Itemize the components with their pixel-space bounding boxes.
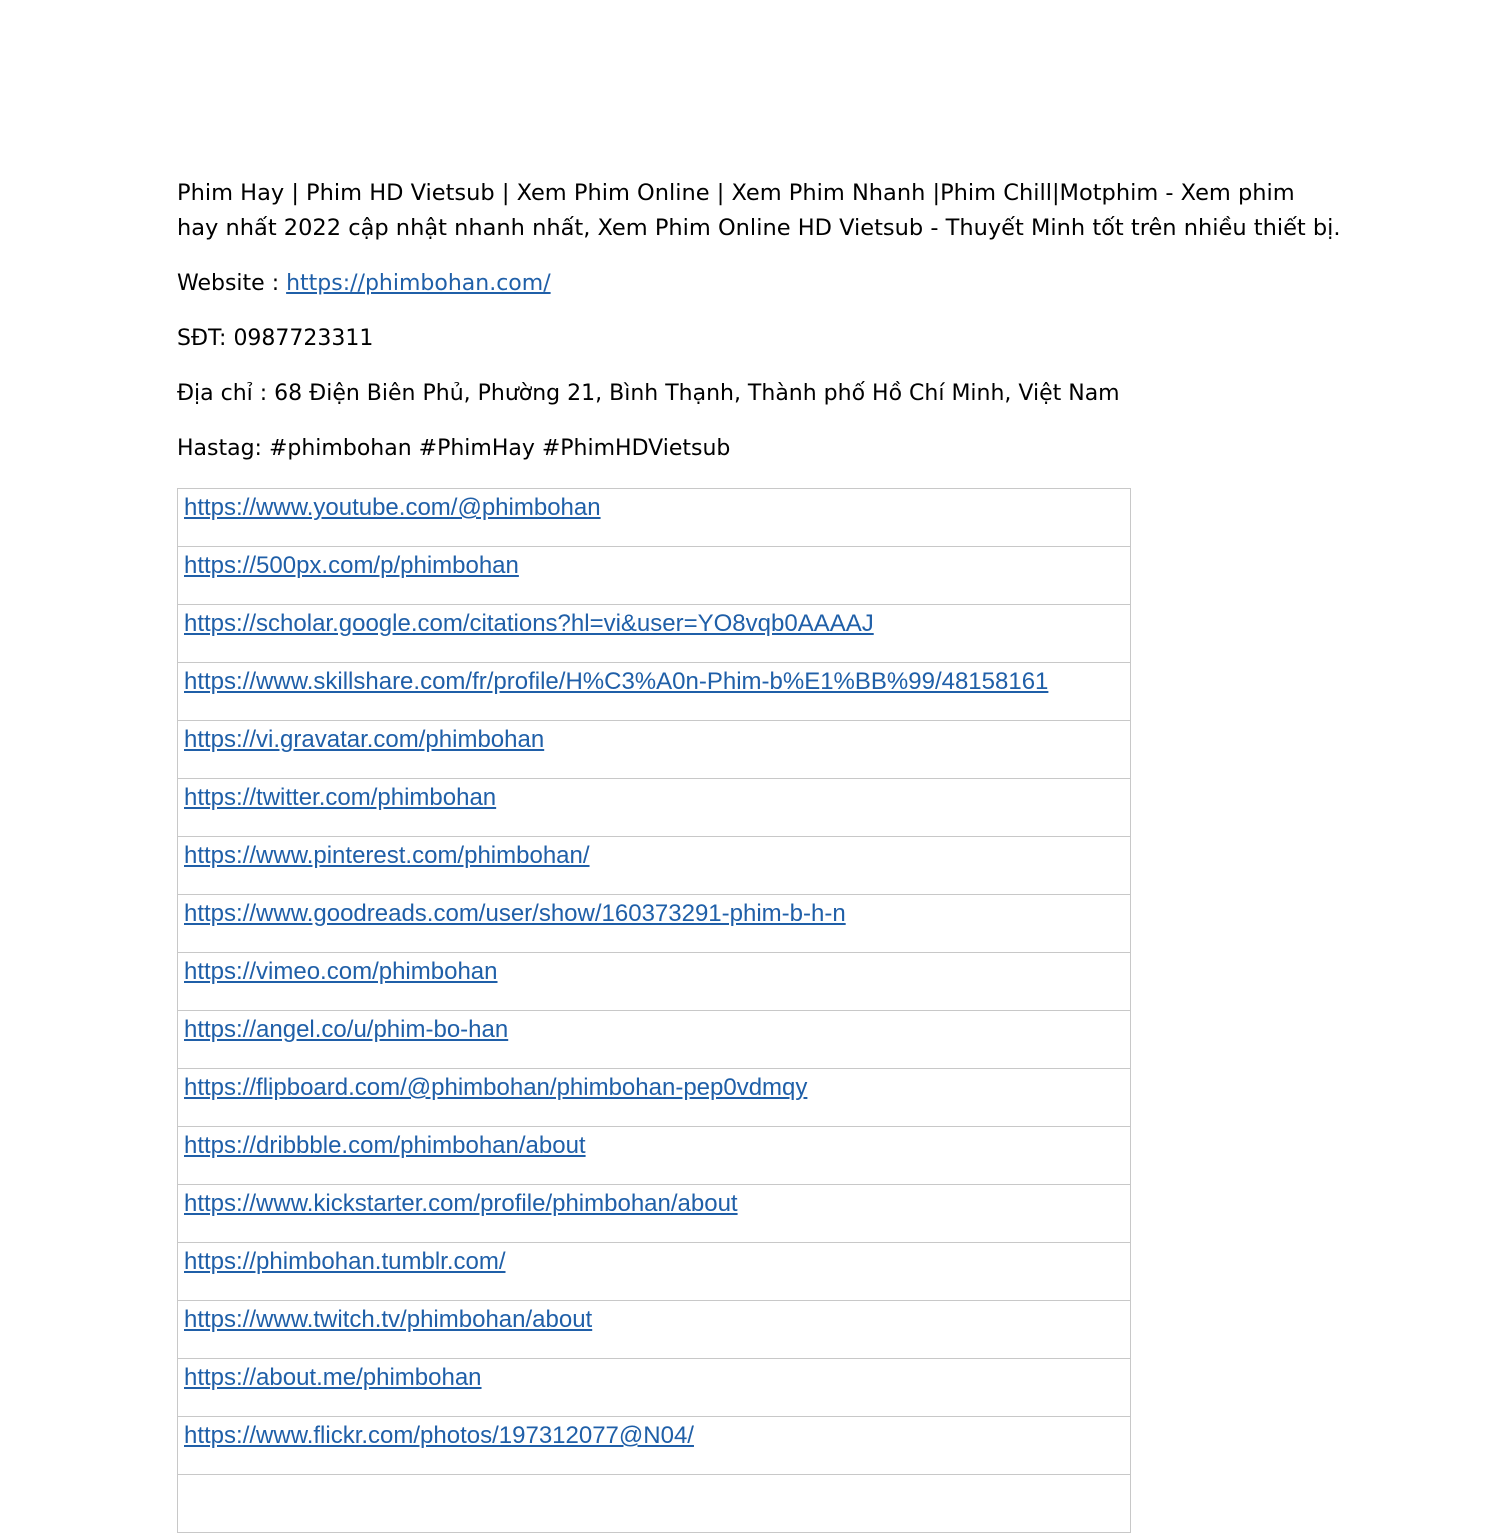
table-cell [178,1069,1131,1127]
table-row [178,779,1131,837]
table-link[interactable]: https://www.pinterest.com/phimbohan/ [184,842,590,869]
links-table [177,488,1131,1533]
table-cell [178,1359,1131,1417]
table-row [178,1127,1131,1185]
table-link[interactable]: https://flipboard.com/@phimbohan/phimbohan-pep0vdmqy [184,1074,808,1101]
table-link[interactable]: https://scholar.google.com/citations?hl=vi&user=YO8vqb0AAAAJ [184,610,874,637]
table-link[interactable]: https://500px.com/p/phimbohan [184,552,519,579]
table-link[interactable]: https://www.flickr.com/photos/197312077@N04/ [184,1422,694,1449]
table-row [178,547,1131,605]
table-cell [178,1243,1131,1301]
table-cell [178,1185,1131,1243]
table-row [178,895,1131,953]
table-cell [178,837,1131,895]
website-paragraph [177,266,551,301]
table-link[interactable]: https://twitter.com/phimbohan [184,784,497,811]
table-row [178,1301,1131,1359]
table-row [178,1243,1131,1301]
table-row [178,1359,1131,1417]
table-cell [178,605,1131,663]
table-row [178,1011,1131,1069]
phone-paragraph: SĐT: 0987723311 [177,326,374,351]
intro-line-1: Phim Hay | Phim HD Vietsub | Xem Phim Online | Xem Phim Nhanh |Phim Chill|Motphim - Xem phim [177,180,1295,206]
table-cell [178,1301,1131,1359]
table-row [178,605,1131,663]
table-row [178,1475,1131,1533]
website-link[interactable]: https://phimbohan.com/ [286,271,551,296]
table-link[interactable]: https://vimeo.com/phimbohan [184,958,498,985]
table-link[interactable]: https://www.kickstarter.com/profile/phimbohan/about [184,1190,738,1217]
table-link[interactable]: https://www.goodreads.com/user/show/160373291-phim-b-h-n [184,900,846,927]
table-row [178,1069,1131,1127]
table-cell [178,663,1131,721]
table-row [178,1417,1131,1475]
intro-line-2: hay nhất 2022 cập nhật nhanh nhất, Xem Phim Online HD Vietsub - Thuyết Minh tốt trên nhiều thiết bị. [177,215,1341,241]
table-row [178,1185,1131,1243]
table-cell [178,547,1131,605]
table-cell [178,953,1131,1011]
table-link[interactable]: https://about.me/phimbohan [184,1364,482,1391]
table-cell [178,1417,1131,1475]
table-cell [178,1127,1131,1185]
table-link[interactable]: https://www.twitch.tv/phimbohan/about [184,1306,593,1333]
table-row [178,489,1131,547]
table-row [178,837,1131,895]
table-cell [178,489,1131,547]
table-cell [178,779,1131,837]
address-paragraph: Địa chỉ : 68 Điện Biên Phủ, Phường 21, Bình Thạnh, Thành phố Hồ Chí Minh, Việt Nam [177,381,1120,406]
table-link[interactable]: https://dribbble.com/phimbohan/about [184,1132,586,1159]
table-link[interactable]: https://phimbohan.tumblr.com/ [184,1248,506,1275]
table-cell [178,721,1131,779]
website-label: Website : [177,271,287,296]
table-cell [178,1011,1131,1069]
table-cell [178,895,1131,953]
table-link[interactable]: https://angel.co/u/phim-bo-han [184,1016,509,1043]
table-row [178,663,1131,721]
hashtag-paragraph: Hastag: #phimbohan #PhimHay #PhimHDVietsub [177,436,731,461]
table-cell-empty [178,1475,1131,1533]
table-row [178,953,1131,1011]
table-link[interactable]: https://www.youtube.com/@phimbohan [184,494,601,521]
table-link[interactable]: https://www.skillshare.com/fr/profile/H%C3%A0n-Phim-b%E1%BB%99/48158161 [184,668,1049,695]
table-link[interactable]: https://vi.gravatar.com/phimbohan [184,726,545,753]
table-row [178,721,1131,779]
